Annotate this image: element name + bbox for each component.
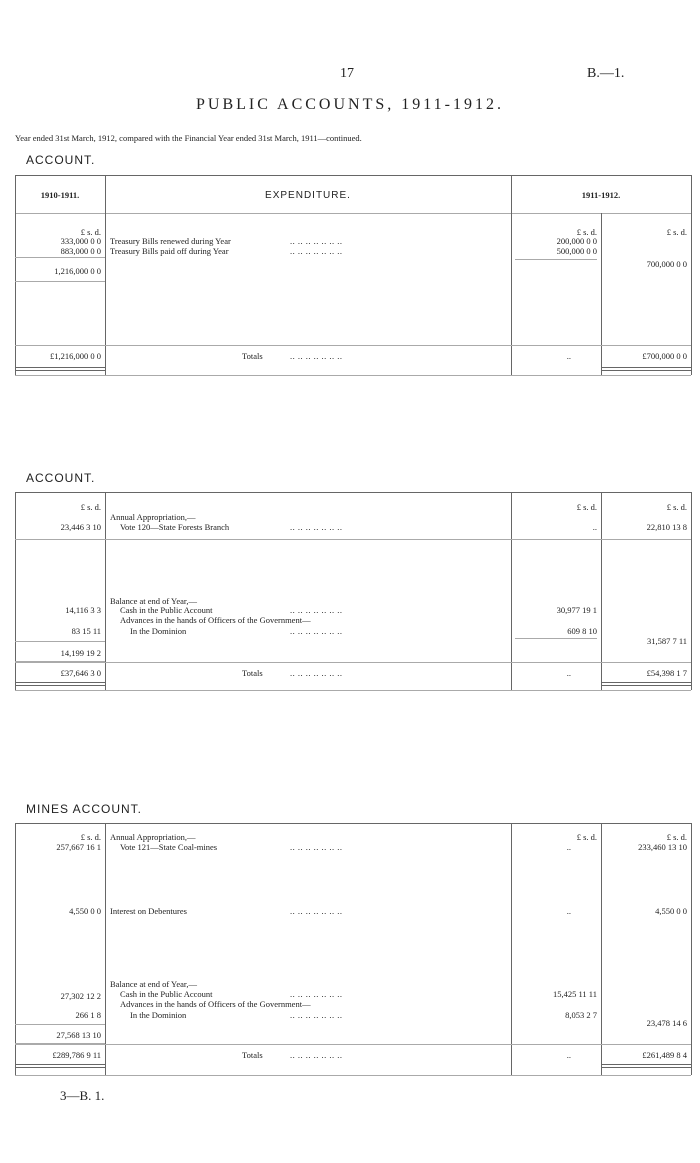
section1-total-right: £700,000 0 0 <box>642 351 687 361</box>
section1-right-subtotal: 700,000 0 0 <box>646 259 687 269</box>
section3-interest-left: 4,550 0 0 <box>69 906 101 916</box>
dot-leader: .. .. .. .. .. .. .. <box>290 906 343 916</box>
section3-left-subtotal: 27,568 13 10 <box>56 1030 101 1040</box>
section2-cash-left: 14,116 3 3 <box>65 605 101 615</box>
dot-leader: .. .. .. .. .. .. .. <box>290 1050 343 1060</box>
dot-leader: .. .. .. .. .. .. .. <box>290 351 343 361</box>
page-number: 17 <box>340 66 354 81</box>
section2-left-subtotal: 14,199 19 2 <box>60 648 101 658</box>
section2-right-units: £ s. d. <box>666 502 687 512</box>
section3-total-right: £261,489 8 4 <box>642 1050 687 1060</box>
section2-dominion-sub: 609 8 10 <box>567 626 597 636</box>
dot-leader: .. .. .. .. .. .. .. <box>290 842 343 852</box>
section3-dominion-sub: 8,053 2 7 <box>565 1010 597 1020</box>
section2-advances-label: Advances in the hands of Officers of the Government— <box>120 615 311 625</box>
section1-total-left: £1,216,000 0 0 <box>50 351 101 361</box>
section3-left-units: £ s. d. <box>80 832 101 842</box>
section2-dominion-label: In the Dominion <box>130 626 187 636</box>
section2-approp-label: Annual Appropriation,— <box>110 512 196 522</box>
section3-interest-label: Interest on Debentures <box>110 906 187 916</box>
section3-vote-right: 233,460 13 10 <box>638 842 687 852</box>
section2-cash-sub: 30,977 19 1 <box>556 605 597 615</box>
section1-row-desc: Treasury Bills renewed during Year <box>110 236 231 246</box>
section1-col-mid: EXPENDITURE. <box>265 190 351 201</box>
section2-vote-sub: .. <box>592 522 597 532</box>
section3-advances-label: Advances in the hands of Officers of the Government— <box>120 999 311 1009</box>
section2-total-left: £37,646 3 0 <box>60 668 101 678</box>
section3-dominion-label: In the Dominion <box>130 1010 187 1020</box>
section2-vote-right: 22,810 13 8 <box>646 522 687 532</box>
section3-cash-sub: 15,425 11 11 <box>553 989 597 999</box>
dot-leader: .. .. .. .. .. .. .. <box>290 246 343 256</box>
section1-row-desc: Treasury Bills paid off during Year <box>110 246 229 256</box>
section3-vote-sub: .. <box>566 842 571 852</box>
page-subtitle: Year ended 31st March, 1912, compared with the Financial Year ended 31st March, 1911—continued. <box>15 133 362 143</box>
section3-vote-label: Vote 121—State Coal-mines <box>120 842 218 852</box>
section1-left-units: £ s. d. <box>80 227 101 237</box>
section3-total-left: £289,786 9 11 <box>52 1050 101 1060</box>
section1-totals-label: Totals <box>242 351 263 361</box>
dot-leader: .. .. .. .. .. .. .. <box>290 668 343 678</box>
section2-total-right: £54,398 1 7 <box>646 668 687 678</box>
page-reference: B.—1. <box>587 66 625 81</box>
section1-row-left: 333,000 0 0 <box>60 236 101 246</box>
section3-cash-left: 27,302 12 2 <box>60 991 101 1001</box>
dot-leader: .. .. .. .. .. .. .. <box>290 989 343 999</box>
section1-row-sub: 200,000 0 0 <box>556 236 597 246</box>
page-footer: 3—B. 1. <box>60 1088 105 1103</box>
section2-balance-right: 31,587 7 11 <box>646 636 687 646</box>
section3-approp-label: Annual Appropriation,— <box>110 832 196 842</box>
section3-balance-right: 23,478 14 6 <box>646 1018 687 1028</box>
section2-cash-label: Cash in the Public Account <box>120 605 213 615</box>
section1-row-left: 883,000 0 0 <box>60 246 101 256</box>
section2-totals-label: Totals <box>242 668 263 678</box>
section3-interest-sub: .. <box>566 906 571 916</box>
section2-heading: ACCOUNT. <box>26 471 96 485</box>
section2-sub-units: £ s. d. <box>576 502 597 512</box>
section2-balance-label: Balance at end of Year,— <box>110 596 197 606</box>
section1-col-right: 1911-1912. <box>581 190 621 200</box>
dot-leader: .. .. .. .. .. .. .. <box>290 605 343 615</box>
section2-total-sub: .. <box>566 668 571 678</box>
section2-left-units: £ s. d. <box>80 502 101 512</box>
section1-total-sub: .. <box>566 351 571 361</box>
section3-dominion-left: 266 1 8 <box>75 1010 101 1020</box>
section3-balance-label: Balance at end of Year,— <box>110 979 197 989</box>
section3-totals-label: Totals <box>242 1050 263 1060</box>
dot-leader: .. .. .. .. .. .. .. <box>290 1010 343 1020</box>
section1-heading: ACCOUNT. <box>26 153 96 167</box>
section3-cash-label: Cash in the Public Account <box>120 989 213 999</box>
section1-left-subtotal: 1,216,000 0 0 <box>54 266 101 276</box>
section3-right-units: £ s. d. <box>666 832 687 842</box>
section1-col-left: 1910-1911. <box>40 190 80 200</box>
section3-vote-left: 257,667 16 1 <box>56 842 101 852</box>
section2-vote-label: Vote 120—State Forests Branch <box>120 522 230 532</box>
section3-total-sub: .. <box>566 1050 571 1060</box>
section1-right-units: £ s. d. <box>666 227 687 237</box>
dot-leader: .. .. .. .. .. .. .. <box>290 236 343 246</box>
section1-sub-units: £ s. d. <box>576 227 597 237</box>
dot-leader: .. .. .. .. .. .. .. <box>290 522 343 532</box>
section3-sub-units: £ s. d. <box>576 832 597 842</box>
section2-vote-left: 23,446 3 10 <box>60 522 101 532</box>
page-title: PUBLIC ACCOUNTS, 1911-1912. <box>196 96 504 113</box>
dot-leader: .. .. .. .. .. .. .. <box>290 626 343 636</box>
section3-heading: MINES ACCOUNT. <box>26 802 143 816</box>
section2-dominion-left: 83 15 11 <box>71 626 101 636</box>
section3-interest-right: 4,550 0 0 <box>655 906 687 916</box>
section1-row-sub: 500,000 0 0 <box>556 246 597 256</box>
